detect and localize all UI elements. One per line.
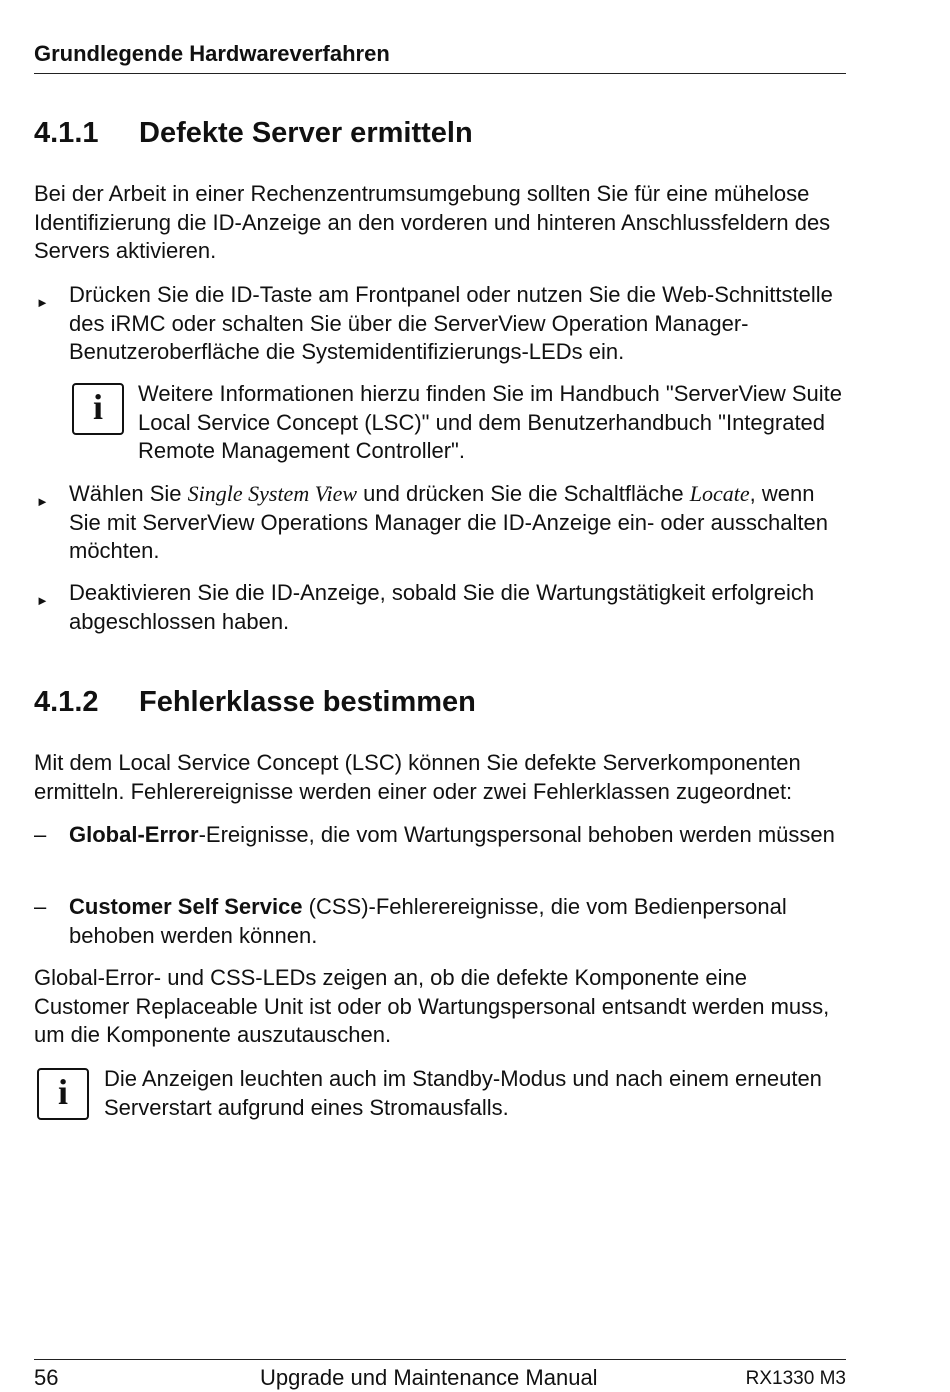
step-text: Drücken Sie die ID-Taste am Frontpanel oder nutzen Sie die Web-Schnittstelle des iRMC oder schalten Sie über die ServerView Operation Manager-Benutzeroberfläche die Systemidentifizierungs-LEDs ein. bbox=[69, 282, 833, 364]
intro-paragraph: Bei der Arbeit in einer Rechenzentrumsumgebung sollten Sie für eine mühelose Identifizierung die ID-Anzeige an den vorderen und hinteren Anschlussfeldern des Servers aktivieren. bbox=[34, 181, 831, 263]
step-text: Deaktivieren Sie die ID-Anzeige, sobald Sie die Wartungstätigkeit erfolgreich abgeschlossen haben. bbox=[69, 580, 815, 634]
page-number: 56 bbox=[34, 1365, 59, 1390]
step-text-part: und drücken Sie die Schaltfläche bbox=[357, 481, 690, 506]
section-title: Fehlerklasse bestimmen bbox=[139, 686, 476, 718]
step-item bbox=[34, 480, 846, 566]
list-item bbox=[34, 893, 846, 950]
body-paragraph: Global-Error- und CSS-LEDs zeigen an, ob die defekte Komponente eine Customer Replaceable Unit ist oder ob Wartungspersonal entsandt werden muss, um die Komponente auszutauschen. bbox=[34, 965, 830, 1047]
section-heading-4-1-2 bbox=[34, 684, 476, 720]
ui-term-single-system-view: Single System View bbox=[187, 481, 358, 506]
section-heading-4-1-1 bbox=[34, 115, 473, 151]
bullet-dash: – bbox=[34, 822, 47, 847]
info-note bbox=[72, 380, 846, 470]
info-note bbox=[37, 1065, 846, 1125]
section-title: Defekte Server ermitteln bbox=[139, 117, 473, 149]
manual-title: Upgrade und Maintenance Manual bbox=[260, 1365, 598, 1390]
list-item-rest: -Ereignisse, die vom Wartungspersonal behoben werden müssen bbox=[198, 822, 835, 847]
step-text bbox=[69, 480, 846, 566]
list-item-rest: (CSS)-Fehlerereignisse, die vom Bedienpersonal behoben werden können. bbox=[69, 894, 787, 948]
list-item bbox=[34, 821, 846, 850]
step-item bbox=[34, 281, 846, 367]
list-item-text bbox=[69, 821, 846, 850]
bullet-dash: – bbox=[34, 894, 47, 919]
bullet-triangle-icon: ► bbox=[36, 295, 49, 310]
info-note-text: Die Anzeigen leuchten auch im Standby-Modus und nach einem erneuten Serverstart aufgrund eines Stromausfalls. bbox=[104, 1066, 822, 1120]
model-name: RX1330 M3 bbox=[745, 1368, 846, 1389]
list-item-text bbox=[69, 893, 846, 950]
info-icon: i bbox=[37, 1068, 89, 1120]
step-item bbox=[34, 579, 846, 636]
running-header: Grundlegende Hardwareverfahren bbox=[34, 40, 846, 74]
step-text-part: , wenn Sie mit ServerView Operations Manager die ID-Anzeige ein- oder ausschalten möchten. bbox=[69, 481, 828, 563]
section-number: 4.1.2 bbox=[34, 686, 99, 718]
section-number: 4.1.1 bbox=[34, 117, 99, 149]
info-icon: i bbox=[72, 383, 124, 435]
step-text-part: Wählen Sie bbox=[69, 481, 188, 506]
ui-term-locate: Locate bbox=[689, 481, 750, 506]
term-global-error: Global-Error bbox=[69, 822, 199, 847]
term-customer-self-service: Customer Self Service bbox=[69, 894, 303, 919]
bullet-triangle-icon: ► bbox=[36, 494, 49, 509]
bullet-triangle-icon: ► bbox=[36, 593, 49, 608]
page-footer bbox=[34, 1359, 846, 1390]
info-note-text: Weitere Informationen hierzu finden Sie im Handbuch "ServerView Suite Local Service Concept (LSC)" und dem Benutzerhandbuch "Integrated Remote Management Controller". bbox=[138, 381, 843, 463]
intro-paragraph: Mit dem Local Service Concept (LSC) können Sie defekte Serverkomponenten ermitteln. Fehlerereignisse werden einer oder zwei Fehlerklassen zugeordnet: bbox=[34, 750, 801, 804]
